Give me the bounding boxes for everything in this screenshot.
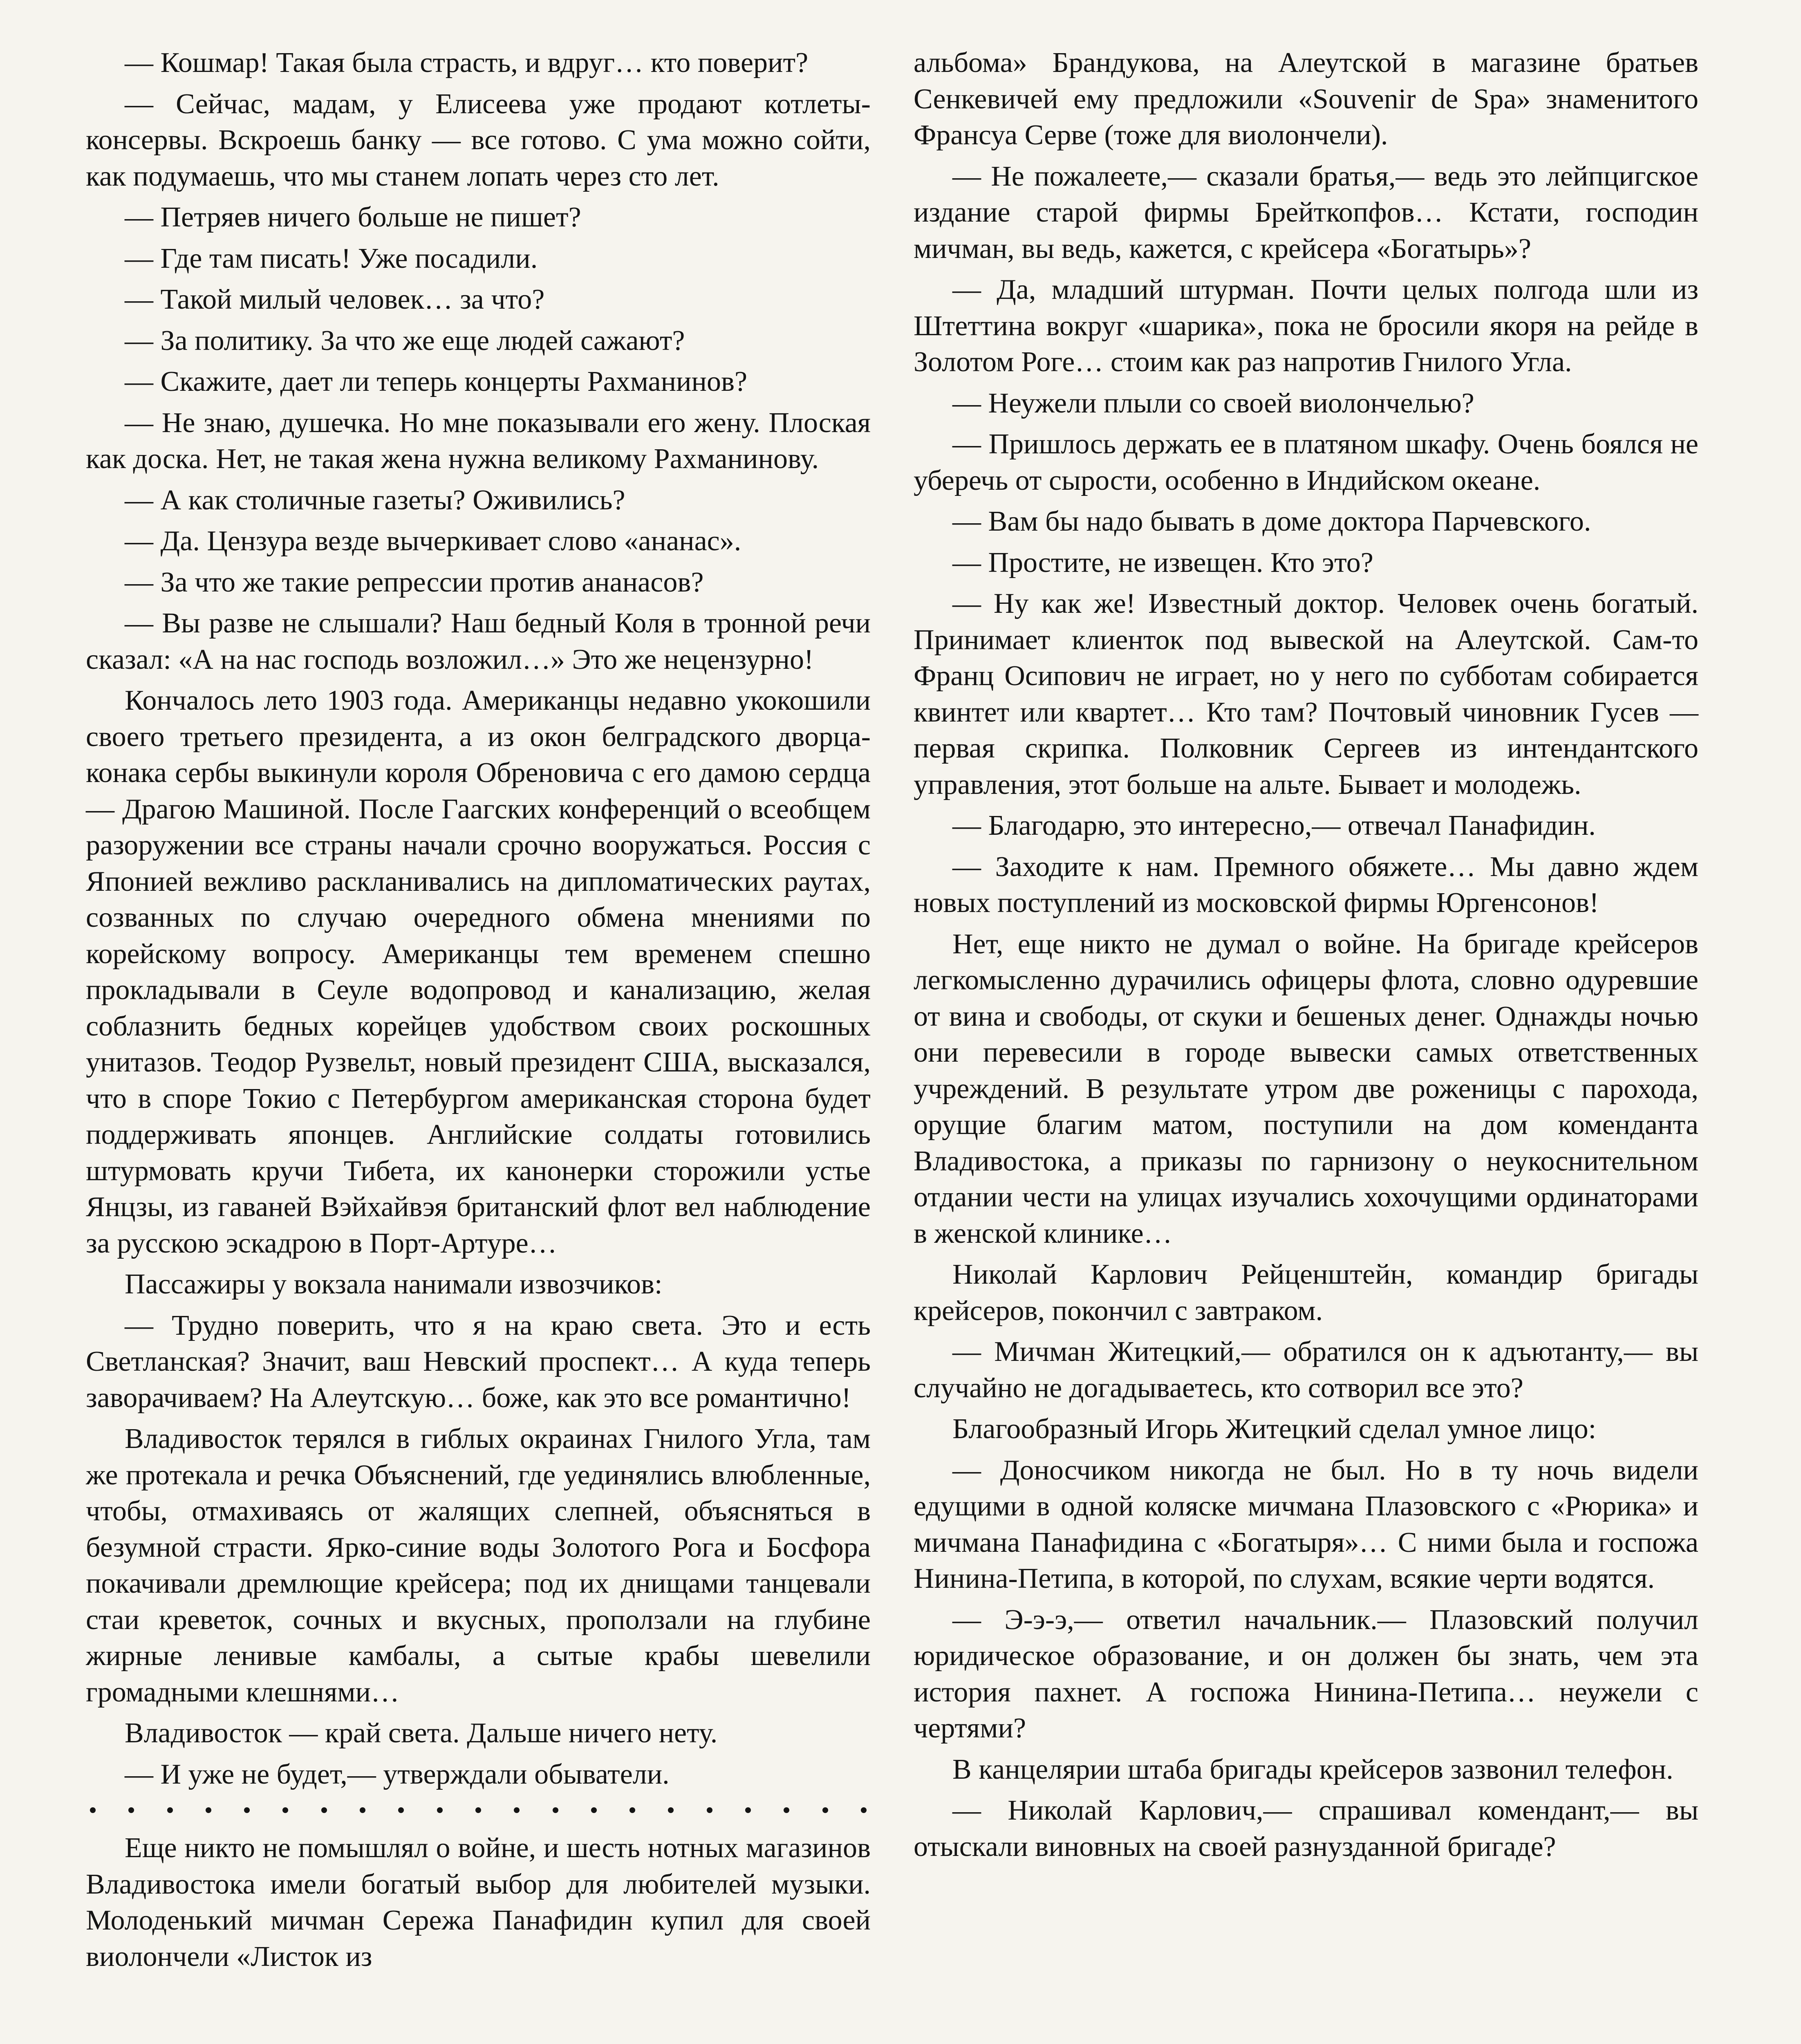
paragraph: — Трудно поверить, что я на краю света. Это и есть Светланская? Значит, ваш Невский проспект… А куда теперь заворачиваем? На Алеутскую… боже, как это все романтично! xyxy=(86,1309,871,1414)
paragraph: — Ну как же! Известный доктор. Человек очень богатый. Принимает клиенток под вывеской на Алеутской. Сам-то Франц Осипович не играет, но у него по субботам собирается квинтет или квартет… Кто там? Почтовый чиновник Гусев — первая скрипка. Полковник Сергеев из интендантского управления, этот больше на альте. Бывает и молодежь. xyxy=(914,588,1698,800)
paragraph: Нет, еще никто не думал о войне. На бригаде крейсеров легкомысленно дурачились офицеры флота, словно одуревшие от вина и свободы, от скуки и бешеных денег. Однажды ночью они перевесили в городе вывески самых ответственных учреждений. В результате утром две роженицы с парохода, орущие благим матом, поступили на дом коменданта Владивостока, а приказы по гарнизону о неукоснительном отдании чести на улицах изучались хохочущими ординаторами в женской клинике… xyxy=(914,928,1698,1249)
paragraph: — Петряев ничего больше не пишет? xyxy=(125,202,581,233)
paragraph: Благообразный Игорь Житецкий сделал умное лицо: xyxy=(952,1413,1597,1445)
paragraph: — Э-э-э,— ответил начальник.— Плазовский получил юридическое образование, и он должен бы знать, чем эта история пахнет. А госпожа Нинина-Петипа… неужели с чертями? xyxy=(914,1604,1698,1744)
paragraph: — И уже не будет,— утверждали обыватели. xyxy=(125,1758,670,1790)
paragraph: — Неужели плыли со своей виолончелью? xyxy=(952,387,1474,419)
paragraph: — Заходите к нам. Премного обяжете… Мы давно ждем новых поступлений из московской фирмы Юргенсонов! xyxy=(914,851,1698,919)
paragraph: — Не знаю, душечка. Но мне показывали его жену. Плоская как доска. Нет, не такая жена нужна великому Рахманинову. xyxy=(86,407,871,475)
paragraph: Еще никто не помышлял о войне, и шесть нотных магазинов Владивостока имели богатый выбор для любителей музыки. Молоденький мичман Сережа Панафидин купил для своей виолончели «Листок из xyxy=(86,1832,871,1972)
paragraph: — Сейчас, мадам, у Елисеева уже продают котлеты-консервы. Вскроешь банку — все готово. С ума можно сойти, как подумаешь, что мы станем лопать через сто лет. xyxy=(86,88,871,192)
paragraph: Кончалось лето 1903 года. Американцы недавно укокошили своего третьего президента, а из окон белградского дворца-конака сербы выкинули короля Обреновича с его дамою сердца — Драгою Машиной. После Гаагских конференций о всеобщем разоружении все страны начали срочно вооружаться. Россия с Японией вежливо раскланивались на дипломатических раутах, созванных по случаю очередного обмена мнениями по корейскому вопросу. Американцы тем временем спешно прокладывали в Сеуле водопровод и канализацию, желая соблазнить бедных корейцев удобством своих роскошных унитазов. Теодор Рузвельт, новый президент США, высказался, что в споре Токио с Петербургом американская сторона будет поддерживать японцев. Английские солдаты готовились штурмовать кручи Тибета, их канонерки сторожили устье Янцзы, из гаваней Вэйхайвэя британский флот вел наблюдение за русскою эскадрою в Порт-Артуре… xyxy=(86,685,871,1259)
paragraph: Николай Карлович Рейценштейн, командир бригады крейсеров, покончил с завтраком. xyxy=(914,1259,1698,1327)
right-column xyxy=(914,45,1698,1870)
paragraph: Владивосток — край света. Дальше ничего нету. xyxy=(125,1717,718,1749)
section-separator-dots xyxy=(86,1807,871,1813)
paragraph: В канцелярии штаба бригады крейсеров зазвонил телефон. xyxy=(952,1753,1673,1785)
left-column xyxy=(86,45,871,1980)
paragraph: — Николай Карлович,— спрашивал комендант,— вы отыскали виновных на своей разнузданной бригаде? xyxy=(914,1795,1698,1862)
paragraph: — Вы разве не слышали? Наш бедный Коля в тронной речи сказал: «А на нас господь возложил…» Это же нецензурно! xyxy=(86,607,871,675)
paragraph: альбома» Брандукова, на Алеутской в магазине братьев Сенкевичей ему предложили «Souvenir de Spa» знаменитого Франсуа Серве (тоже для виолончели). xyxy=(914,47,1698,151)
paragraph: Пассажиры у вокзала нанимали извозчиков: xyxy=(125,1269,663,1300)
paragraph: — Да, младший штурман. Почти целых полгода шли из Штеттина вокруг «шарика», пока не бросили якоря на рейде в Золотом Роге… стоим как раз напротив Гнилого Угла. xyxy=(914,274,1698,378)
paragraph: — Благодарю, это интересно,— отвечал Панафидин. xyxy=(952,810,1596,841)
paragraph: — А как столичные газеты? Оживились? xyxy=(125,484,625,516)
paragraph: — Доносчиком никогда не был. Но в ту ночь видели едущими в одной коляске мичмана Плазовского с «Рюрика» и мичмана Панафидина с «Богатыря»… С ними была и госпожа Нинина-Петипа, в которой, по слухам, всякие черти водятся. xyxy=(914,1454,1698,1594)
paragraph: — Простите, не извещен. Кто это? xyxy=(952,547,1373,578)
paragraph: — Вам бы надо бывать в доме доктора Парчевского. xyxy=(952,506,1591,537)
paragraph: — За политику. За что же еще людей сажают? xyxy=(125,325,685,356)
paragraph: — Да. Цензура везде вычеркивает слово «ананас». xyxy=(125,525,741,557)
paragraph: — За что же такие репрессии против ананасов? xyxy=(125,566,704,598)
paragraph: Владивосток терялся в гиблых окраинах Гнилого Угла, там же протекала и речка Объяснений, где уединялись влюбленные, чтобы, отмахиваясь от жалящих слепней, объясняться в безумной страсти. Ярко-синие воды Золотого Рога и Босфора покачивали дремлющие крейсера; под их днищами танцевали стаи креветок, сочных и вкусных, проползали на глубине жирные ленивые камбалы, а сытые крабы шевелили громадными клешнями… xyxy=(86,1423,871,1708)
paragraph: — Не пожалеете,— сказали братья,— ведь это лейпцигское издание старой фирмы Брейткопфов… Кстати, господин мичман, вы ведь, кажется, с крейсера «Богатырь»? xyxy=(914,160,1698,264)
paragraph: — Скажите, дает ли теперь концерты Рахманинов? xyxy=(125,366,748,397)
paragraph: — Кошмар! Такая была страсть, и вдруг… кто поверит? xyxy=(125,47,809,78)
paragraph: — Такой милый человек… за что? xyxy=(125,284,545,315)
paragraph: — Где там писать! Уже посадили. xyxy=(125,242,538,274)
paragraph: — Пришлось держать ее в платяном шкафу. Очень боялся не уберечь от сырости, особенно в Индийском океане. xyxy=(914,428,1698,496)
paragraph: — Мичман Житецкий,— обратился он к адъютанту,— вы случайно не догадываетесь, кто сотворил все это? xyxy=(914,1336,1698,1404)
